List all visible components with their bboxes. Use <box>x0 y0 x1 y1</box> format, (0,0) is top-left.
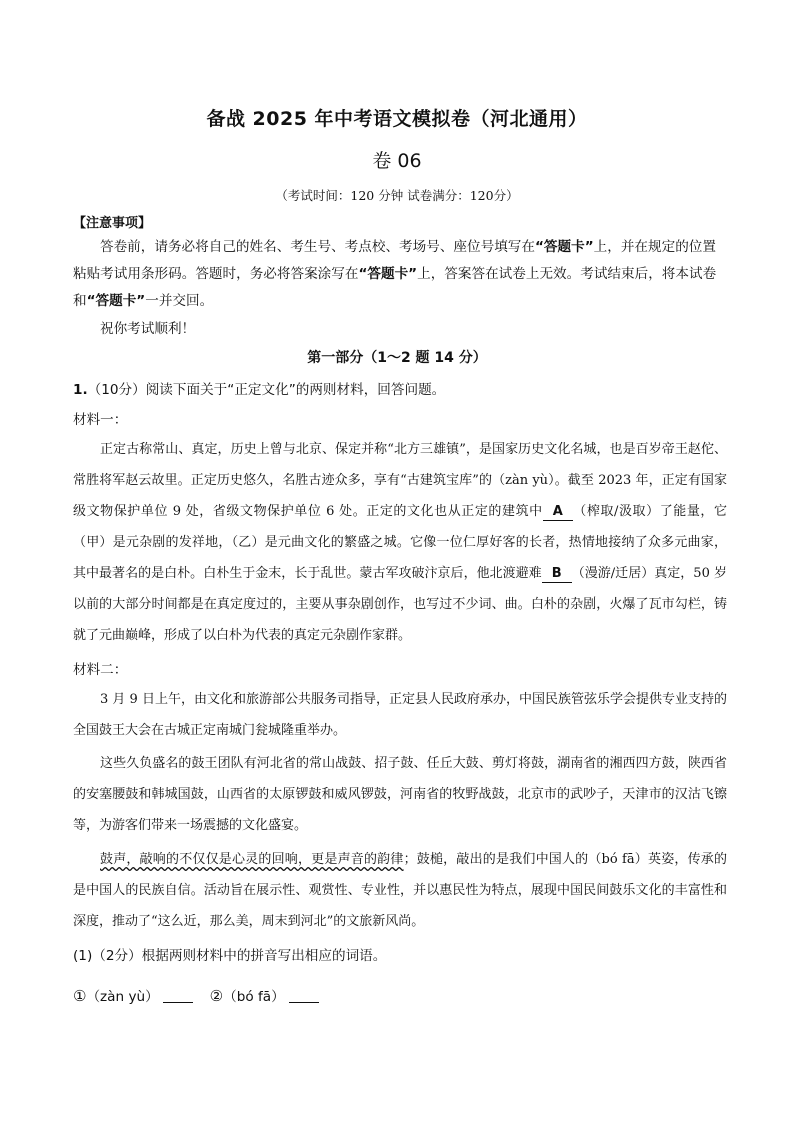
wavy-underlined-sentence: 鼓声，敲响的不仅仅是心灵的回响，更是声音的韵律 <box>100 852 404 867</box>
item-2-pinyin: （bó fā） <box>223 989 285 1005</box>
answer-card-term: “答题卡” <box>535 239 594 255</box>
item-1-pinyin: （zàn yù） <box>86 989 159 1005</box>
material-1-part-b: （榨取/汲取）了能量，它（甲）是元杂剧的发祥地，（乙）是元曲文化的繁盛之城。它像一位仁厚好客的长者，热情地接纳了众多元曲家，其中最著名的是白朴。白朴生于金末，长于乱世。蒙古军攻破汴京后，他北渡避难 <box>73 504 727 581</box>
blank-b[interactable]: B <box>542 566 572 583</box>
material-2-para-2: 这些久负盛名的鼓王团队有河北省的常山战鼓、招子鼓、任丘大鼓、剪灯将鼓，湖南省的湘西四方鼓，陕西省的安塞腰鼓和韩城国鼓，山西省的太原锣鼓和威风锣鼓，河南省的牧野战鼓，北京市的武吵子，天津市的汉沽飞镲等，为游客们带来一场震撼的文化盛宴。 <box>73 756 727 833</box>
material-1-label: 材料一： <box>73 412 128 428</box>
notice-text-4: 一并交回。 <box>145 293 214 309</box>
material-1-text <box>73 434 727 651</box>
good-luck-text: 祝你考试顺利！ <box>100 321 196 337</box>
part-one-title: 第一部分（1～2 题 14 分） <box>307 350 487 366</box>
blank-a[interactable]: A <box>543 504 573 521</box>
item-1-number: ① <box>73 987 87 1005</box>
notice-heading: 【注意事项】 <box>73 216 152 231</box>
material-1-part-c: （漫游/迁居）真定，50 岁以前的大部分时间都是在真定度过的，主要从事杂剧创作，也写过不少词、曲。白朴的杂剧，火爆了瓦市勾栏，铸就了元曲巅峰，形成了以白朴为代表的真定元杂剧作家群。 <box>73 566 727 643</box>
notice-text-3: 上，答案答在试卷上无效。考试结束后，将本试卷和 <box>73 266 717 309</box>
notice-paragraph <box>73 234 723 315</box>
answer-card-term: “答题卡” <box>358 266 418 282</box>
subquestion-1-prompt: (1)（2分）根据两则材料中的拼音写出相应的词语。 <box>73 948 387 964</box>
exam-title: 备战 2025 年中考语文模拟卷（河北通用） <box>206 108 588 130</box>
material-2-para-1: 3 月 9 日上午，由文化和旅游部公共服务司指导，正定县人民政府承办，中国民族管弦乐学会提供专业支持的全国鼓王大会在古城正定南城门瓮城隆重举办。 <box>73 692 727 738</box>
question-1 <box>73 378 445 398</box>
answer-card-term: “答题卡” <box>86 293 146 309</box>
exam-paper-number: 卷 06 <box>372 150 422 172</box>
material-2-para-3-rest: ；鼓槌，敲出的是我们中国人的（bó fā）英姿，传承的是中国人的民族自信。活动旨在展示性、观赏性、专业性，并以惠民性为特点，展现中国民间鼓乐文化的丰富性和深度，推动了“这么近，那么美，周末到河北”的文旅新风尚。 <box>73 852 727 929</box>
question-prompt: 阅读下面关于“正定文化”的两则材料，回答问题。 <box>145 382 446 398</box>
exam-time-score: （考试时间：120 分钟 试卷满分：120分） <box>275 188 519 203</box>
material-1-part-a: 正定古称常山、真定，历史上曾与北京、保定并称“北方三雄镇”，是国家历史文化名城，也是百岁帝王赵佗、常胜将军赵云故里。正定历史悠久，名胜古迹众多，享有“古建筑宝库”的（zàn yù）。截至 2023 年，正定有国家级文物保护单位 9 处，省级文物保护单位 6 处。正定的文化也从正定的建筑中 <box>73 442 727 519</box>
answer-blank-2[interactable] <box>289 1002 319 1003</box>
notice-text-1: 答卷前，请务必将自己的姓名、考生号、考点校、考场号、座位号填写在 <box>100 239 535 255</box>
item-2-number: ② <box>209 987 224 1005</box>
notice-text-2: 上，并在规定的位置粘贴考试用条形码。答题时，务必将答案涂写在 <box>73 239 716 282</box>
question-number: 1. <box>73 382 88 398</box>
question-score: （10分） <box>87 382 146 398</box>
material-2-label: 材料二： <box>73 662 128 678</box>
answer-blank-1[interactable] <box>163 1002 193 1003</box>
material-2-para-3 <box>73 844 727 937</box>
subquestion-1-answers <box>73 985 323 1005</box>
